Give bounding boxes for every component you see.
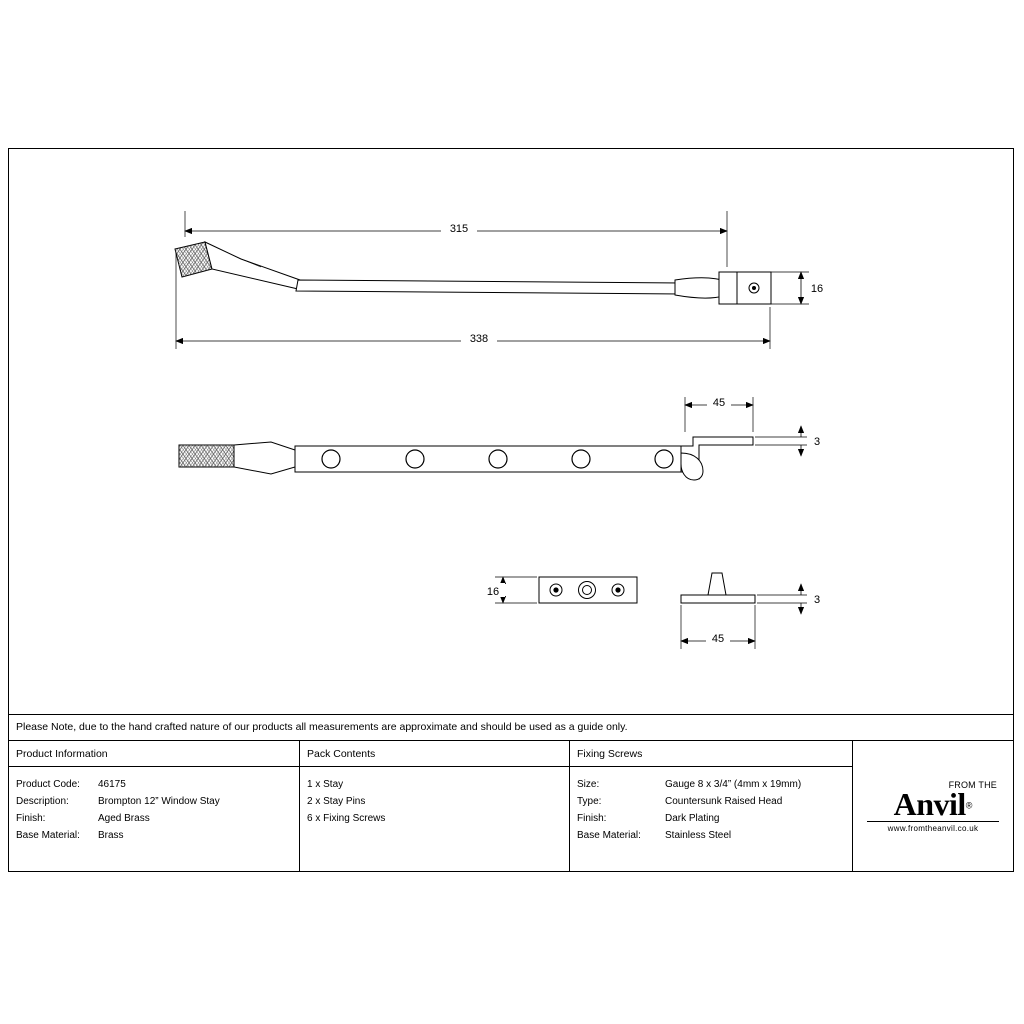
table-row [577, 827, 852, 844]
table-row [16, 776, 299, 793]
screw-base-material-label: Base Material: [577, 830, 641, 841]
dimension-16-plate [481, 577, 537, 603]
dim-label-16-height: 16 [810, 283, 824, 295]
base-material-label: Base Material: [16, 830, 80, 841]
product-information-header: Product Information [9, 741, 299, 767]
description-value: Brompton 12” Window Stay [98, 796, 220, 807]
product-information-column [9, 741, 300, 871]
dim-label-3-pin: 3 [813, 594, 821, 606]
fixing-screws-column [570, 741, 853, 871]
screw-finish-value: Dark Plating [665, 813, 720, 824]
dim-label-16-plate: 16 [486, 586, 500, 598]
dim-label-3-thickness: 3 [813, 436, 821, 448]
dimension-315 [185, 211, 727, 267]
screw-base-material-value: Stainless Steel [665, 830, 732, 841]
spec-sheet [8, 148, 1014, 872]
product-code-value: 46175 [98, 779, 126, 790]
measurement-note: Please Note, due to the hand crafted nature of our products all measurements are approximate and should be used as a guide only. [9, 714, 1013, 741]
stay-plan-view [179, 395, 827, 480]
screw-type-label: Type: [577, 796, 602, 807]
finish-label: Finish: [16, 813, 46, 824]
table-row [577, 776, 852, 793]
info-table [9, 741, 1013, 871]
screw-type-value: Countersunk Raised Head [665, 796, 783, 807]
table-row [577, 810, 852, 827]
dimension-3-thickness [755, 426, 827, 456]
table-row [16, 827, 299, 844]
technical-drawing [9, 149, 1013, 714]
base-material-value: Brass [98, 830, 124, 841]
list-item: 2 x Stay Pins [307, 796, 366, 807]
dimension-45-pin [681, 605, 755, 649]
logo-brand-text: Anvil [893, 785, 966, 822]
pack-contents-column [300, 741, 570, 871]
dim-label-315: 315 [449, 223, 469, 235]
fixing-screws-header: Fixing Screws [570, 741, 852, 767]
screw-finish-label: Finish: [577, 813, 607, 824]
dim-label-338: 338 [469, 333, 489, 345]
finish-value: Aged Brass [98, 813, 150, 824]
table-row [16, 793, 299, 810]
dimension-16-height [771, 272, 829, 304]
list-item: 1 x Stay [307, 779, 344, 790]
brand-logo-column [853, 741, 1013, 871]
logo-top-text: FROM THE [948, 779, 997, 790]
drawing-svg [9, 149, 1013, 714]
screw-size-label: Size: [577, 779, 600, 790]
pin-elevation [681, 573, 827, 649]
dim-label-45-top: 45 [712, 397, 726, 409]
table-row [16, 810, 299, 827]
dimension-3-pin [757, 584, 827, 614]
table-row [577, 793, 852, 810]
product-code-label: Product Code: [16, 779, 80, 790]
screw-size-value: Gauge 8 x 3/4” (4mm x 19mm) [665, 779, 802, 790]
logo-registered-mark: ® [965, 800, 973, 811]
description-label: Description: [16, 796, 69, 807]
dimension-45-top [685, 395, 753, 432]
pin-plate-plan [481, 577, 637, 603]
list-item: 6 x Fixing Screws [307, 813, 386, 824]
stay-side-elevation [175, 211, 829, 349]
pack-contents-header: Pack Contents [300, 741, 569, 767]
logo-url-text: www.fromtheanvil.co.uk [887, 823, 979, 833]
dim-label-45-pin: 45 [711, 633, 725, 645]
